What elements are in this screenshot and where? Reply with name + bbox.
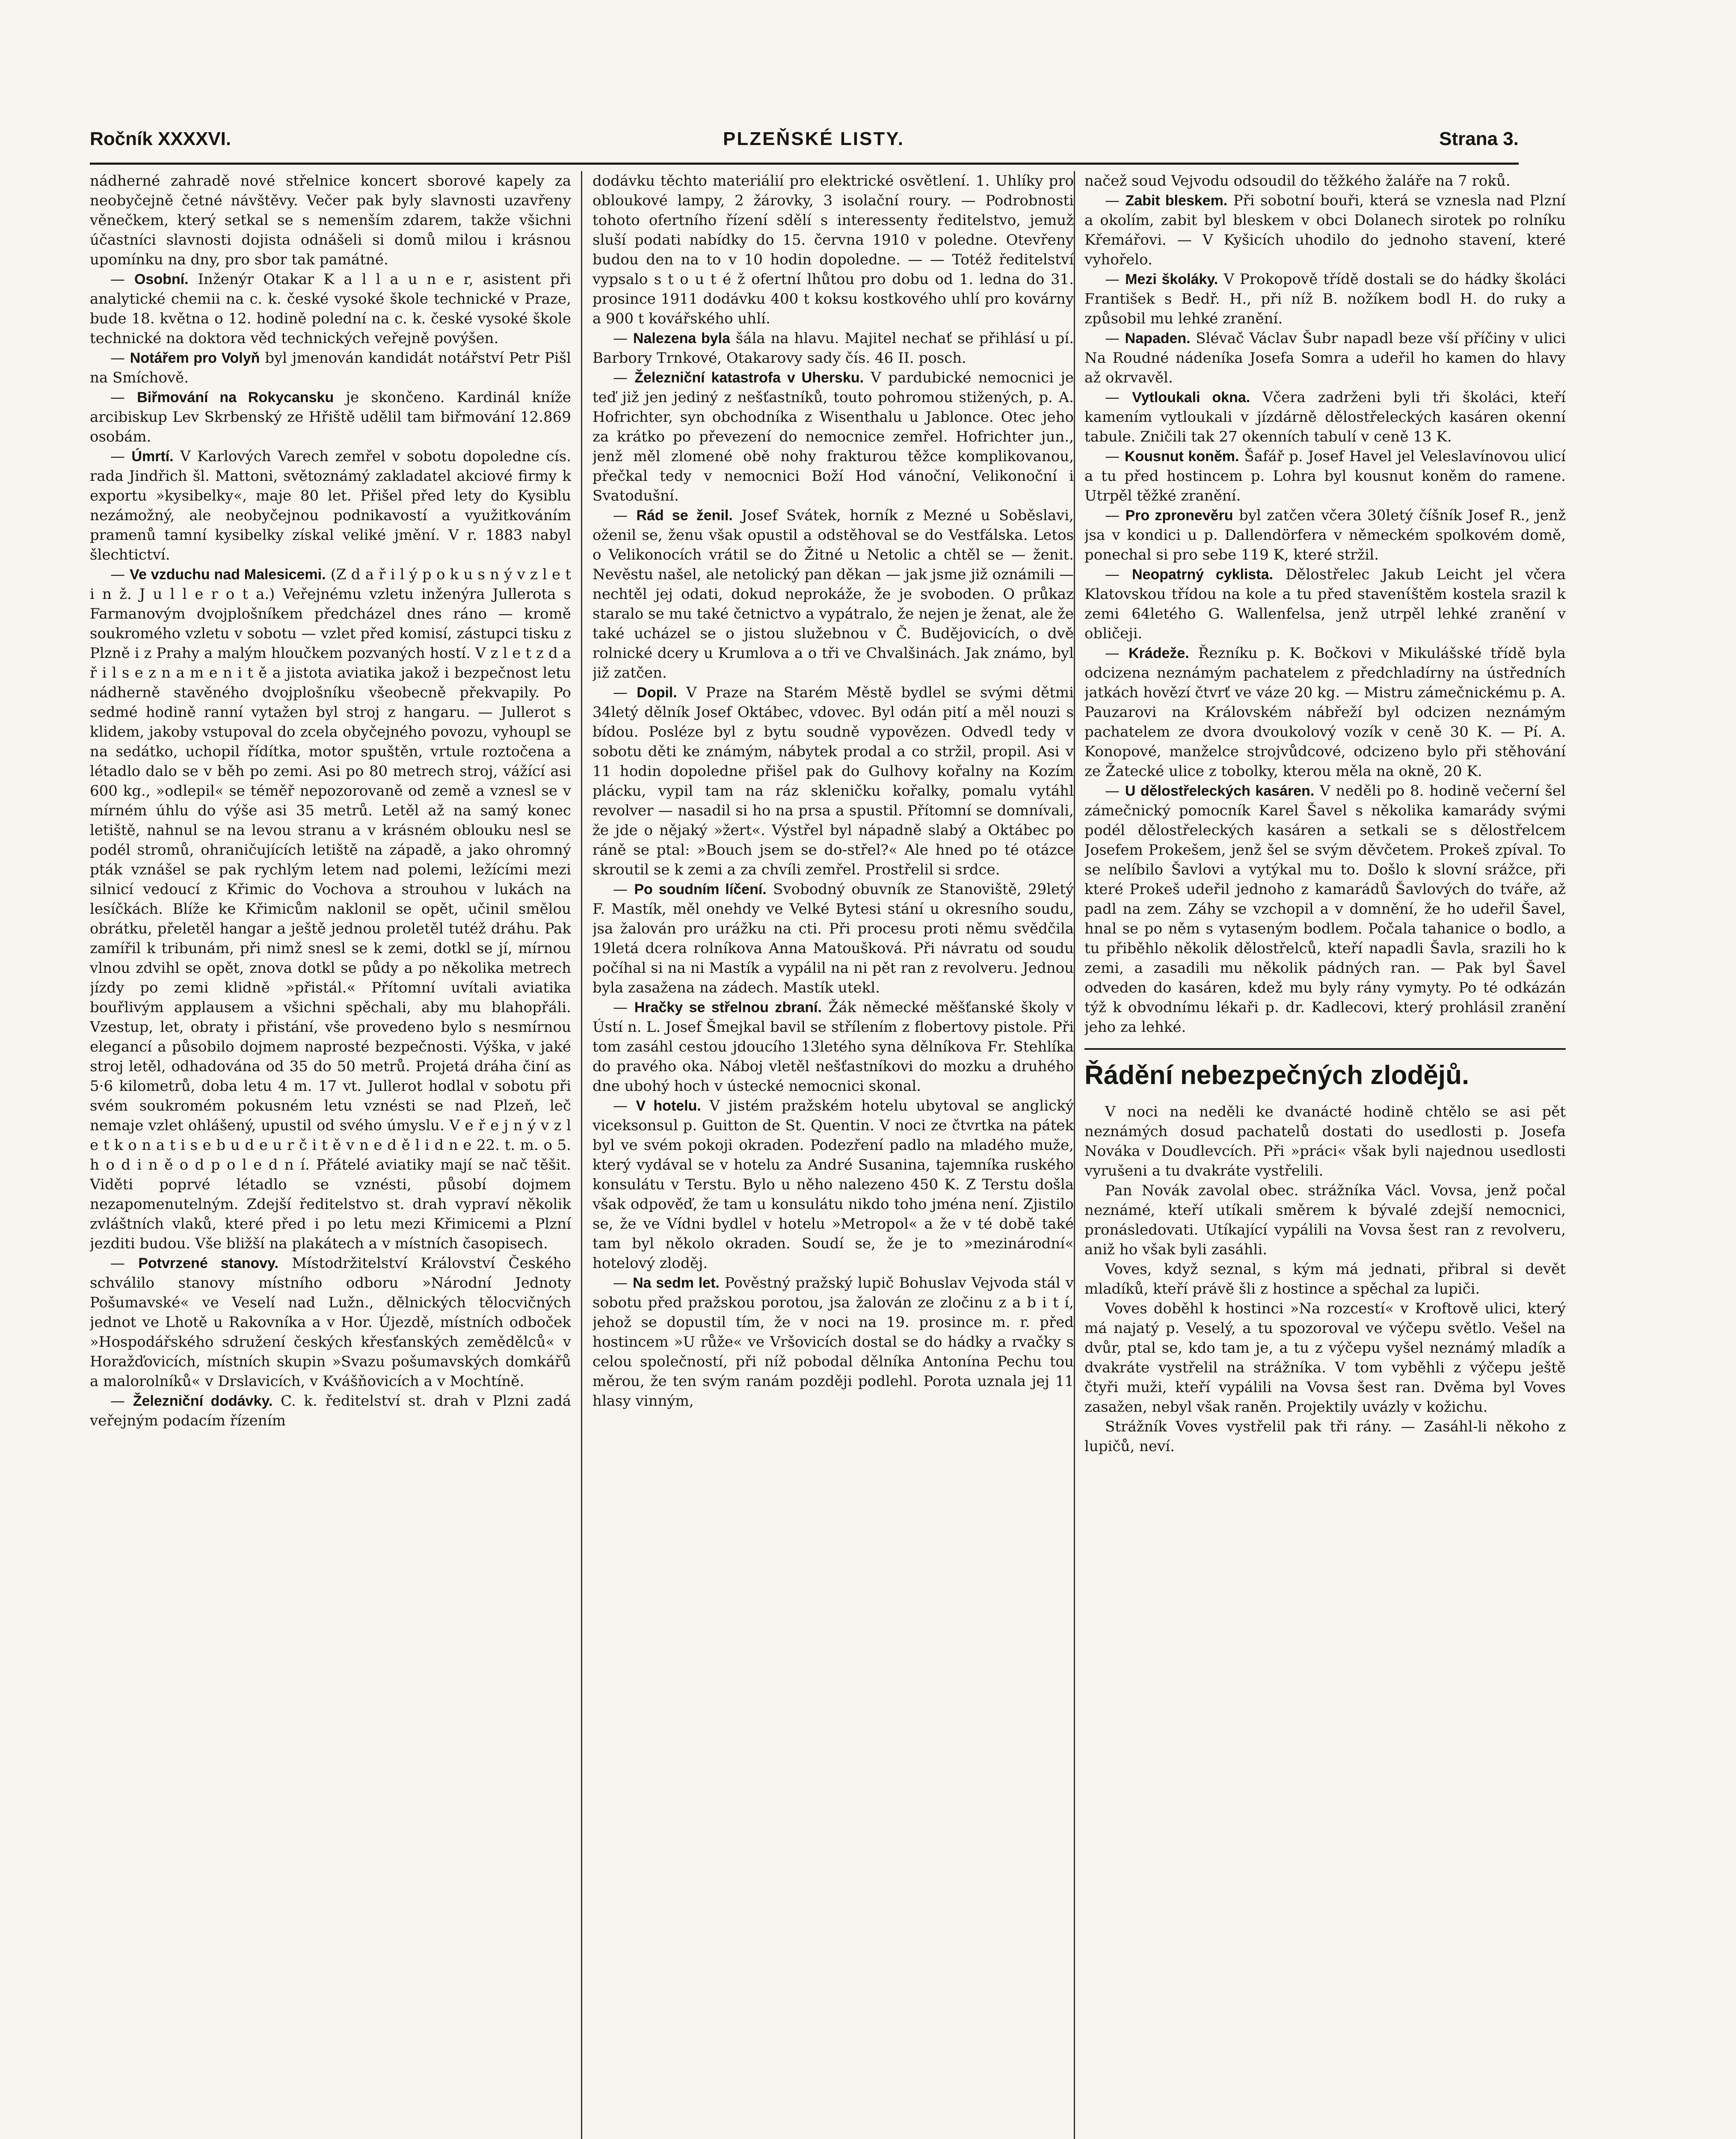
section-headline: Řádění nebezpečných zlodějů. <box>1084 1061 1469 1090</box>
article-paragraph <box>90 348 571 388</box>
article-dash: — <box>110 1255 139 1272</box>
article-paragraph <box>1084 171 1566 191</box>
article-dash: — <box>110 448 132 465</box>
article-dash: — <box>1105 330 1125 347</box>
article-headline: Na sedm let. <box>633 1275 720 1291</box>
article-text: je skončeno. Kardinál kníže arcibiskup Lev Skrbenský ze Hřiště udělil tam biřmování 12.869 osobám. <box>90 389 571 445</box>
article-headline: Neopatrný cyklista. <box>1132 566 1273 583</box>
article-paragraph <box>90 270 571 348</box>
article-headline: Nalezena byla <box>633 330 730 347</box>
article-paragraph <box>1084 1417 1566 1456</box>
article-paragraph <box>90 171 571 270</box>
article-dash: — <box>613 330 633 347</box>
article-text: V noci na neděli ke dvanácté hodině chtělo se asi pět neznámých dosud pachatelů dostati do usedlosti p. Josefa Nováka v Doudlevcích. Při »práci« však byli najednou usedlosti vyrušeni a tu dvakráte vystřelili. <box>1084 1103 1566 1179</box>
column-2 <box>592 171 1074 2139</box>
article-headline: Železniční katastrofa v Uhersku. <box>634 370 864 386</box>
article-headline: Hračky se střelnou zbraní. <box>634 999 822 1016</box>
article-text: byl jmenován kandidát notářství Petr Pišl na Smíchově. <box>90 350 571 386</box>
article-paragraph <box>1084 1102 1566 1181</box>
article-headline: Úmrtí. <box>131 448 174 465</box>
column-1 <box>90 171 571 2139</box>
article-headline: Potvrzené stanovy. <box>138 1255 279 1271</box>
article-text: Inženýr Otakar K a l l a u n e r, asistent při analytické chemii na c. k. české vysoké škole technické v Praze, bude 18. května o 12. hodině polední na c. k. české vysoké škole technické na doktora věd technických veřejně povýšen. <box>90 271 571 347</box>
article-paragraph <box>592 506 1074 683</box>
article-paragraph <box>1084 1181 1566 1259</box>
article-headline: Kousnut koněm. <box>1124 448 1239 465</box>
article-text: (Z d a ř i l ý p o k u s n ý v z l e t i n ž. J u l l e r o t a.) Veřejnému vzletu inženýra Jullerota s Farmanovým dvojplošníkem předcházel dnes ráno — kromě soukromého vzletu v sobotu — vzlet před komisí, zástupci tisku z Plzně i z Prahy a malým hloučkem pozvaných hostí. V z l e t z d a ř i l s e z n a m e n i t ě a jistota aviatika jakož i bezpečnost letu nádherně stavěného dvojplošníku všeobecně překvapily. Po sedmé hodině ranní vytažen byl stroj z hangaru. — Jullerot s klidem, jakoby vstupoval do zcela obyčejného povozu, vyhoupl se na sedátko, uchopil řídítka, motor spuštěn, vrtule roztočena a létadlo dalo se v běh po zemi. Asi po 80 metrech stroj, vážící asi 600 kg., »odlepil« se téměř nepozorovaně od země a vznesl se v mírném úhlu do výše asi 35 metrů. Letěl až na samý konec letiště, nahnul se na levou stranu a v krásném oblouku nesl se podél stromů, ohraničujících letiště na západě, a jako ohromný pták vznášel se pak rychlým letem nad polemi, ležícími mezi silnicí vedoucí z Křimic do Vochova a strouhou v lukách na lesíčkách. Blíže ke Křimicům naklonil se opět, učinil smělou obrátku, přeletěl hangar a ještě jednou proletěl tutéž dráhu. Pak zamířil k tribunám, při nimž snesl se k zemi, dotkl se jí, mírnou vlnou zdvihl se opět, znova dotkl se půdy a po několika metrech jízdy po zemi klidně »přistál.« Přítomní uvítali aviatika bouřlivým applausem a všichni spěchali, aby mu blahopřáli. Vzestup, let, obraty i přistání, vše provedeno bylo s nesmírnou elegancí a působilo dojmem naprosté bezpečnosti. Výška, v jaké stroj letěl, odhadována od 35 do 50 metrů. Projetá dráha činí as 5·6 kilometrů, doba letu 4 m. 17 vt. Jullerot hodlal v sobotu při svém soukromém pokusném letu vznésti se nad Plzeň, leč nemaje vzlet ohlášený, upustil od svého úmyslu. V e ř e j n ý v z l e t k o n a t i s e b u d e u r č i t ě v n e d ě l i d n e 22. t. m. o 5. h o d i n ě o d p o l e d n í. Přátelé aviatiky mají se nač těšit. Viděti poprvé létadlo se vznésti, působí dojmem nezapomenutelným. Zdejší ředitelstvo st. drah vypraví několik zvláštních vlaků, které před i po letu mezi Křimicemi a Plzní jezditi budou. Vše bližší na plakátech a v místních časopisech. <box>90 566 571 1252</box>
section-divider <box>1084 1048 1566 1050</box>
article-text: V jistém pražském hotelu ubytoval se anglický viceksonsul p. Guitton de St. Quentin. V noci ze čtvrtka na pátek byl ve svém pokoji okraden. Podezření padlo na mladého muže, který vydával se v hotelu za André Susanina, tajemníka ruského konsulátu v Terstu. Bylo u něho nalezeno 450 K. Z Terstu došla však odpověď, že tam u konsulátu nikdo toho jména není. Zjistilo se, že ve Vídni bydlel v hotelu »Metropol« a že v té době také tam byl několo okraden. Soudí se, že je to »mezinárodní« hotelový zloděj. <box>592 1097 1074 1272</box>
article-headline: Mezi školáky. <box>1125 271 1218 287</box>
article-text: V Praze na Starém Městě bydlel se svými dětmi 34letý dělník Josef Oktábec, vdovec. Byl odán pití a měl nouzi s bídou. Posléze byl z bytu soudně vypovězen. Odvedl tedy v sobotu děti ke známým, nábytek prodal a co stržil, propil. Asi v 11 hodin dopoledne přišel pak do Gulhovy kořalny na Kozím plácku, vypil tam na ráz skleničku kořalky, pomalu vytáhl revolver — nasadil si ho na prsa a spustil. Přítomní se domnívali, že jde o nějaký »žert«. Výstřel byl nápadně slabý a Oktábec po ráně se ptal: »Bouch jsem se do-střel?« Ale hned po té otázce skroutil se k zemi a za chvíli zemřel. Prostřelil si srdce. <box>592 684 1074 878</box>
article-text: Žák německé měšťanské školy v Ústí n. L. Josef Šmejkal bavil se střílením z flobertovy pistole. Při tom zasáhl cestou jdoucího 13letého syna dělníkova Fr. Stehlíka do pravého oka. Náboj vletěl nešťastníkovi do mozku a druhého dne ubohý hoch v ústecké nemocnici skonal. <box>592 999 1074 1095</box>
article-text: šála na hlavu. Majitel nechať se přihlásí u pí. Barbory Trnkové, Otakarovy sady čís. 46 II. posch. <box>592 330 1074 367</box>
article-text: Strážník Voves vystřelil pak tři rány. — Zasáhl-li někoho z lupičů, neví. <box>1084 1418 1566 1455</box>
article-headline: Po soudním líčení. <box>634 881 767 898</box>
article-paragraph <box>592 329 1074 368</box>
article-headline: Osobní. <box>134 271 189 287</box>
article-text: Řezníku p. K. Bočkovi v Mikulášské třídě byla odcizena neznámým pachatelem z předchladírny na ústředních jatkách hovězí čtvrť ve váze 20 kg. — Mistru zámečnickému p. A. Pauzarovi na Královském nábřeží byl odcizen neznámým pachatelem ze dvora dvoukolový vozík v ceně 30 K. — Pí. A. Konopové, manželce strojvůdcové, odcizeno bylo při stěhování ze Žatecké ulice z tobolky, kterou měla na okně, 20 K. <box>1084 645 1566 780</box>
article-headline: Železniční dodávky. <box>133 1393 273 1409</box>
article-paragraph <box>592 1273 1074 1411</box>
article-text: Při sobotní bouři, která se vznesla nad Plzní a okolím, zabit byl bleskem v obci Dolanech sirotek po rolníku Křemářovi. — V Kyšicích uhodilo do jednoho stavení, které vyhořelo. <box>1084 192 1566 268</box>
article-paragraph <box>1084 270 1566 329</box>
article-paragraph <box>90 565 571 1253</box>
article-text: V Prokopově třídě dostali se do hádky školáci František s Bedř. H., při níž B. nožíkem bodl H. do ruky a způsobil mu lehké zranění. <box>1084 271 1566 327</box>
article-text: Josef Svátek, horník z Mezné u Soběslavi, oženil se, ženu však opustil a odstěhoval se do Vestfálska. Letos o Velikonocích vrátil se do Žitné u Netolic a chtěl se — ženit. Nevěstu našel, ale netolický pan děkan — jak jsme již oznámili — nechtěl jej odati, dokud neprokáže, že je svoboden. O průkaz staralo se mu také četnictvo a vypátralo, že nejen je ženat, ale že také ucházel se o jistou služebnou v Č. Budějovicích, o dvě rolnické dcery u Krumlova a o tři ve Chvalšinách. Jak známo, byl již zatčen. <box>592 507 1074 681</box>
article-headline: Zabit bleskem. <box>1125 193 1228 209</box>
volume-label: Ročník XXXXVI. <box>90 128 231 149</box>
article-text: Včera zadrženi byli tři školáci, kteří kamením vytloukali v jízdárně dělostřeleckých kasáren okenní tabule. Zničili tak 27 okenních tabulí v ceně 13 K. <box>1084 389 1566 445</box>
article-text: Pověstný pražský lupič Bohuslav Vejvoda stál v sobotu před pražskou porotou, jsa žalován ze zločinu z a b i t í, jehož se dopustil tím, že v noci na 19. prosince m. r. před hostincem »U růže« ve Vršovicích dostal se do hádky a rvačky s celou společností, při níž pobodal dělníka Antonína Pechu tou měrou, že ten svým ranám později podlehl. Porota uznala jej 11 hlasy vinným, <box>592 1274 1074 1410</box>
column-divider-2 <box>1074 171 1075 2139</box>
article-dash: — <box>613 684 637 701</box>
page-number: Strana 3. <box>1439 128 1519 149</box>
article-text: Pan Novák zavolal obec. strážníka Václ. Vovsa, jenž počal neznámé, kteří utíkali směrem k bývalé zdejší nemocnici, pronásledovati. Utíkající vypálili na Vovsa šest ran z revolveru, aniž ho však byli zasáhli. <box>1084 1182 1566 1258</box>
article-dash: — <box>1105 566 1132 583</box>
article-dash: — <box>1105 448 1125 465</box>
article-dash: — <box>110 1392 133 1410</box>
article-text: Svobodný obuvník ze Stanoviště, 29letý F. Mastík, měl onehdy ve Velké Bytesi stání u okresního soudu, jsa žalován pro urážku na cti. Při procesu proti němu svědčila 19letá dcera rolníkova Anna Matoušková. Při návratu od soudu počíhal si na ni Mastík a vypálil na ni pět ran z revolveru. Jednou byla zasažena na zádech. Mastík utekl. <box>592 881 1074 996</box>
article-text: byl zatčen včera 30letý číšník Josef R., jenž jsa v kondici u p. Dallendörfera v německém spolkovém domě, ponechal si pro sebe 119 K, které stržil. <box>1084 507 1566 563</box>
article-paragraph <box>1084 191 1566 270</box>
article-paragraph <box>592 368 1074 506</box>
page-header <box>90 128 1519 158</box>
column-3 <box>1084 171 1566 2139</box>
article-text: dodávku těchto materiálií pro elektrické osvětlení. 1. Uhlíky pro obloukové lampy, 2 žárovky, 3 isolační roury. — Podrobnosti tohoto ofertního řízení sdělí s interessenty ředitelstvo, jemuž sluší podati nabídky do 15. června 1910 v poledne. Otevřeny budou den na to v 10 hodin dopoledne. — — Totéž ředitelství vypsalo s t o u t é ž ofertní lhůtou pro dobu od 1. ledna do 31. prosince 1911 dodávku 400 t koksu kostkového uhlí pro kovárny a 900 t kovářského uhlí. <box>592 172 1074 327</box>
article-dash: — <box>1105 507 1126 524</box>
article-dash: — <box>1105 271 1126 288</box>
article-dash: — <box>613 881 634 898</box>
article-paragraph <box>592 171 1074 329</box>
article-paragraph <box>90 447 571 565</box>
article-paragraph <box>592 683 1074 880</box>
article-headline: Pro zpronevěru <box>1125 507 1233 524</box>
article-paragraph <box>1084 565 1566 643</box>
article-paragraph <box>90 1253 571 1391</box>
article-headline: U dělostřeleckých kasáren. <box>1125 783 1315 799</box>
article-headline: Dopil. <box>637 684 677 701</box>
article-headline: Napaden. <box>1125 330 1191 347</box>
article-paragraph <box>1084 1299 1566 1417</box>
article-paragraph <box>592 880 1074 998</box>
article-dash: — <box>613 507 637 524</box>
article-dash: — <box>613 1097 636 1114</box>
article-paragraph <box>1084 643 1566 781</box>
article-text: Dělostřelec Jakub Leicht jel včera Klatovskou třídou na kole a tu před stavenίštěm kostela srazil k zemi 64letého G. Wallenfelsa, jenž utrpěl lehké zranění v obličeji. <box>1084 566 1566 642</box>
article-dash: — <box>110 389 137 406</box>
article-text: nádherné zahradě nové střelnice koncert sborové kapely za neobyčejně četné návštěvy. Večer pak byly slavnosti uzavřeny věnečkem, který setkal se s nemenším zdarem, takže všichni účastníci slavnosti dojista odnášeli si domů milou i krásnou upomínku na dny, pro sbor tak památné. <box>90 172 571 268</box>
article-text: V neděli po 8. hodině večerní šel zámečnický pomocník Karel Šavel s několika kamarády svými podél dělostřeleckých kasáren a setkali se s dělostřelcem Josefem Prokešem, jenž šel se svým děvčetem. Prokeš zpíval. To se nelíbilo Šavlovi a vytýkal mu to. Došlo k slovní srážce, při které Prokeš udeřil jednoho z kamarádů Šavlových do tváře, až padl na zem. Záhy se vzchopil a v domnění, že ho udeřil Šavel, hnal se po něm s vytaseným bodlem. Počala tahanice o bodlo, a tu přiběhlo několik dělostřelců, kteří napadli Šavla, srazili ho k zemi, a zasadili mu několik pádných ran. — Pak byl Šavel odveden do kasáren, kdež mu byly rány vymyty. Po té odkázán týž k obvodnímu lékaři p. dr. Kadlecovi, který prohlásil zranění jeho za lehké. <box>1084 782 1566 1036</box>
article-text: Slévač Václav Šubr napadl beze vší příčiny v ulici Na Roudné nádeníka Josefa Somra a udeřil ho kamen do hlavy až okrvavěl. <box>1084 330 1566 386</box>
article-text: Voves doběhl k hostinci »Na rozcestí« v Kroftově ulici, který má najatý p. Veselý, a tu spozoroval ve výčepu světlo. Vešel na dvůr, ptal se, kdo tam je, a tu z výčepu vyšel neznámý mladík a dvakráte vystřelil na strážníka. V tom vyběhli z výčepu ještě čtyři muži, kteří vypálili na Vovsa šest ran. Dvěma byl Voves zasažen, nebyl však raněn. Projektily uvázly v kožichu. <box>1084 1300 1566 1416</box>
article-paragraph <box>90 388 571 447</box>
article-headline: Krádeže. <box>1129 645 1189 661</box>
article-dash: — <box>613 369 635 386</box>
article-paragraph <box>90 1391 571 1431</box>
article-headline: Ve vzduchu nad Malesicemi. <box>130 566 326 583</box>
article-text: C. k. ředitelství st. drah v Plzni zadá veřejným podacím řízením <box>90 1392 571 1429</box>
article-paragraph <box>1084 388 1566 447</box>
article-paragraph <box>592 998 1074 1096</box>
article-dash: — <box>110 566 130 583</box>
article-text: V pardubické nemocnici je teď již jen jediný z nešťastníků, touto pohromou stižených, p. A. Hofrichter, syn obchodníka z Wisenthalu u Jablonce. Otec jeho za krátko po převezení do nemocnice zemřel. Hofrichter jun., jenž měl zlomené obě nohy frakturou těžce komplikovanou, přečkal tedy v nemocnici Boží Hod vánoční, Velikonoční i Svatodušní. <box>592 369 1074 504</box>
article-paragraph <box>1084 506 1566 565</box>
column-divider-1 <box>581 171 582 2139</box>
article-text: Šafář p. Josef Havel jel Veleslavínovou ulicí a tu před hostincem p. Lohra byl kousnut koněm do ramene. Utrpěl těžké zranění. <box>1084 448 1566 504</box>
article-headline: Vytloukali okna. <box>1132 389 1250 406</box>
article-paragraph <box>1084 329 1566 388</box>
article-dash: — <box>1105 782 1125 800</box>
article-dash: — <box>110 350 130 367</box>
article-paragraph <box>1084 1259 1566 1299</box>
article-dash: — <box>613 999 634 1016</box>
newspaper-title: PLZEŇSKÉ LISTY. <box>723 128 904 149</box>
article-text: V Karlových Varech zemřel v sobotu dopoledne cís. rada Jindřich šl. Mattoni, světoznámý zakladatel akciové firmy k exportu »kysibelky«, maje 80 let. Přišel před lety do Kysiblu nezámožný, ale neobyčejnou podnikavostí a využitkováním pramenů tamní kysibelky získal veliké jmění. V r. 1883 nabyl šlechtictví. <box>90 448 571 563</box>
article-paragraph <box>592 1096 1074 1273</box>
header-rule <box>90 163 1519 165</box>
article-dash: — <box>1105 389 1132 406</box>
article-paragraph <box>1084 447 1566 506</box>
article-text: Místodržitelství Království Českého schválilo stanovy místního odboru »Národní Jednoty Pošumavské« ve Veselí nad Lužn., dělnických tělocvičných jednot ve Lhotě u Rakovníka a v Hor. Újezdě, místních odboček »Hospodářského sdružení českých křesťanských zemědělců« v Horažďovicích, místních skupin »Svazu pošumavských domkářů a malorolníků« v Drslavicích, v Kvášňovicích a v Mochtíně. <box>90 1255 571 1390</box>
article-headline: V hotelu. <box>636 1098 701 1114</box>
article-dash: — <box>110 271 134 288</box>
article-dash: — <box>1105 645 1129 662</box>
article-headline: Biřmování na Rokycansku <box>137 389 334 406</box>
article-dash: — <box>1105 192 1126 209</box>
article-paragraph <box>1084 781 1566 1037</box>
article-dash: — <box>613 1274 633 1292</box>
article-headline: Notářem pro Volyň <box>130 350 260 366</box>
article-text: Voves, když seznal, s kým má jednati, přibral si devět mladíků, kteří právě šli z hostince a spěchal za lupiči. <box>1084 1261 1566 1298</box>
article-text: načež soud Vejvodu odsoudil do těžkého žaláře na 7 roků. <box>1084 172 1511 190</box>
article-headline: Rád se ženil. <box>636 507 733 524</box>
